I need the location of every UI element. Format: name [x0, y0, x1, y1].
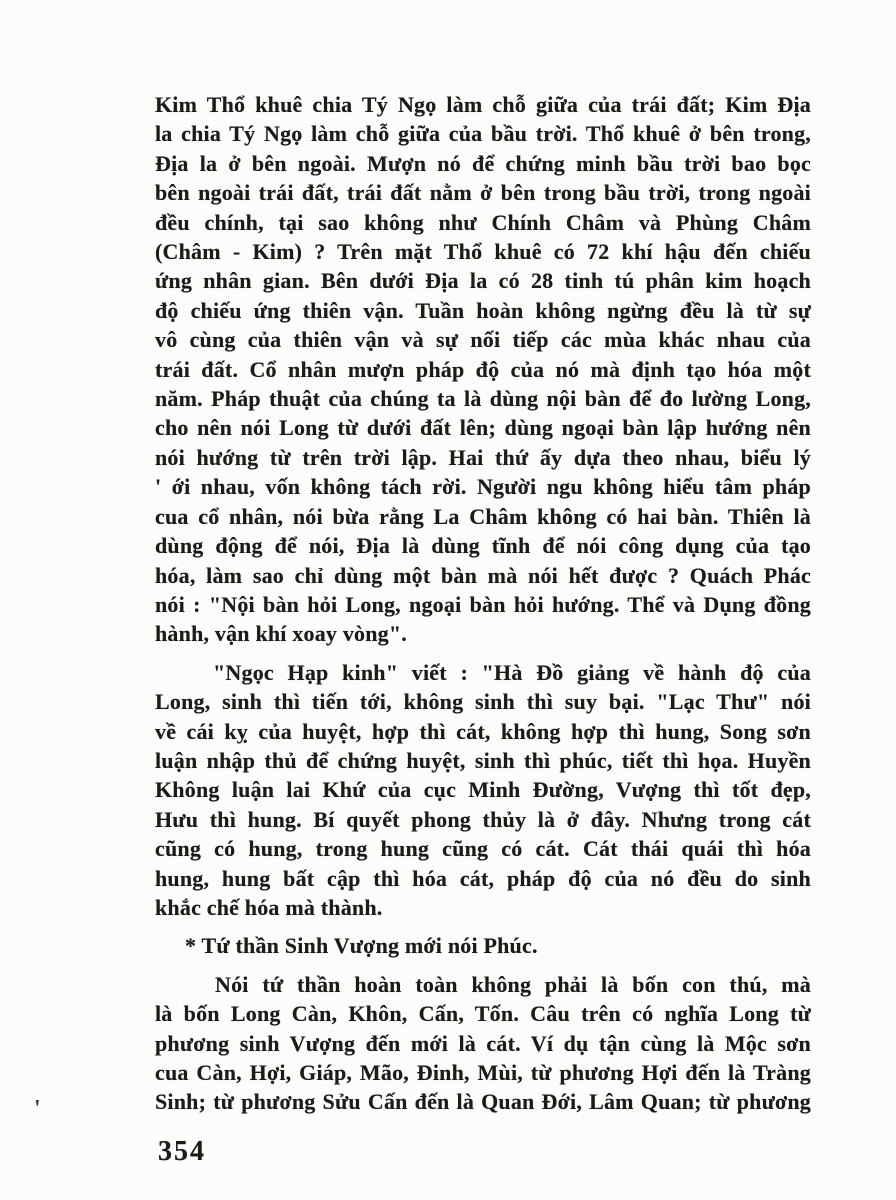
text-line: dùng động để nói, Địa là dùng tĩnh để nói công dụng của tạo — [155, 533, 811, 559]
text-line: Không luận lai Khứ của cục Minh Đường, Vượng thì tốt đẹp, — [155, 777, 811, 803]
text-line: hung, hung bất cập thì hóa cát, pháp độ của nó đều do sinh — [155, 865, 811, 891]
text-line: Nói tứ thần hoàn toàn không phải là bốn con thú, mà — [215, 971, 811, 997]
text-line: khắc chế hóa mà thành. — [155, 894, 383, 920]
text-line: Hưu thì hung. Bí quyết phong thủy là ở đây. Nhưng trong cát — [155, 806, 811, 832]
paragraph — [155, 970, 811, 1117]
text-line: luận nhập thủ để chứng huyệt, sinh thì phúc, tiết thì họa. Huyền — [155, 747, 811, 773]
text-line: phương sinh Vượng đến mới là cát. Ví dụ tận cùng là Mộc sơn — [155, 1030, 811, 1056]
text-line: Địa la ở bên ngoài. Mượn nó để chứng minh bầu trời bao bọc — [155, 150, 811, 176]
stray-mark: ' — [34, 1096, 41, 1122]
text-line: ứng nhân gian. Bên dưới Địa la có 28 tinh tú phân kim hoạch — [155, 268, 811, 294]
text-line: về cái kỵ của huyệt, hợp thì cát, không hợp thì hung, Song sơn — [155, 718, 811, 744]
text-line: nói hướng từ trên trời lập. Hai thứ ấy dựa theo nhau, biểu lý — [155, 444, 811, 470]
text-line: nói : "Nội bàn hỏi Long, ngoại bàn hỏi hướng. Thể và Dụng đồng — [155, 591, 811, 617]
paragraph — [155, 658, 811, 923]
text-line: trái đất. Cổ nhân mượn pháp độ của nó mà định tạo hóa một — [155, 356, 811, 382]
text-line: (Châm - Kim) ? Trên mặt Thổ khuê có 72 khí hậu đến chiếu — [155, 239, 811, 265]
text-line: cua Càn, Hợi, Giáp, Mão, Đinh, Mùi, từ phương Hợi đến là Tràng — [155, 1060, 811, 1085]
text-line: Sinh; từ phương Sửu Cấn đến là Quan Đới, Lâm Quan; từ phương — [155, 1089, 811, 1115]
text-line: độ chiếu ứng thiên vận. Tuần hoàn không ngừng đều là từ sự — [155, 297, 811, 323]
text-line: Kim Thổ khuê chia Tý Ngọ làm chỗ giữa của trái đất; Kim Địa — [155, 92, 811, 117]
text-line: * Tứ thần Sinh Vượng mới nói Phúc. — [185, 933, 538, 959]
page-number: 354 — [158, 1136, 206, 1167]
text-line: la chia Tý Ngọ làm chỗ giữa của bầu trời. Thổ khuê ở bên trong, — [155, 121, 811, 147]
text-block — [155, 90, 811, 1126]
text-line: cua cổ nhân, nói bừa rằng La Châm không có hai bàn. Thiên là — [155, 503, 811, 529]
text-line: năm. Pháp thuật của chúng ta là dùng nội bàn để đo lường Long, — [155, 386, 811, 412]
text-line: cũng có hung, trong hung cũng có cát. Cát thái quái thì hóa — [155, 836, 811, 862]
paragraph — [155, 931, 811, 960]
text-line: đều chính, tại sao không như Chính Châm và Phùng Châm — [155, 209, 811, 235]
text-line: hành, vận khí xoay vòng". — [155, 621, 407, 647]
text-line: Long, sinh thì tiến tới, không sinh thì suy bại. "Lạc Thư" nói — [155, 689, 811, 715]
text-line: là bốn Long Càn, Khôn, Cấn, Tốn. Câu trên có nghĩa Long từ — [155, 1001, 811, 1027]
text-line: cho nên nói Long từ dưới đất lên; dùng ngoại bàn lập hướng nên — [155, 415, 811, 441]
text-line: ' ới nhau, vốn không tách rời. Người ngu không hiểu tâm pháp — [155, 474, 811, 500]
text-line: bên ngoài trái đất, trái đất nằm ở bên trong bầu trời, trong ngoài — [155, 180, 811, 206]
text-line: vô cùng của thiên vận và sự nối tiếp các mùa khác nhau của — [155, 327, 811, 353]
text-line: "Ngọc Hạp kinh" viết : "Hà Đồ giảng về hành độ của — [213, 659, 811, 685]
paragraph — [155, 90, 811, 649]
text-line: hóa, làm sao chỉ dùng một bàn mà nói hết được ? Quách Phác — [155, 562, 811, 588]
